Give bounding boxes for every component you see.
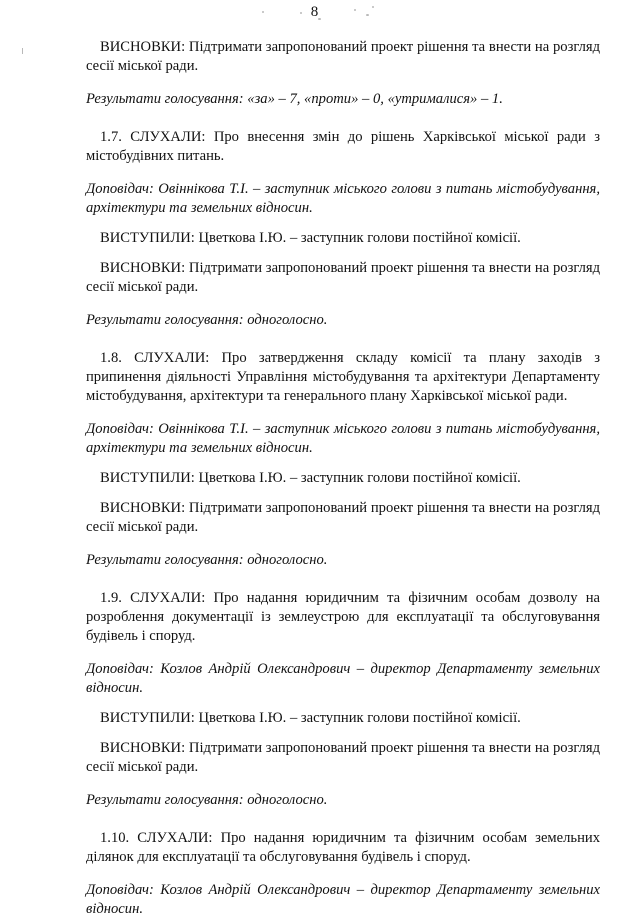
agenda-item-1-7: 1.7. СЛУХАЛИ: Про внесення змін до рішень Харківської міської ради з містобудівних питань.	[86, 129, 600, 164]
speakers-paragraph: ВИСТУПИЛИ: Цветкова І.Ю. – заступник голови постійної комісії.	[100, 710, 521, 726]
voting-results: Результати голосування: «за» – 7, «проти» – 0, «утрималися» – 1.	[86, 91, 503, 107]
conclusions-paragraph: ВИСНОВКИ: Підтримати запропонований проект рішення та внести на розгляд сесії міської ради.	[86, 740, 600, 775]
document-body	[86, 38, 600, 919]
speaker-paragraph: Доповідач: Козлов Андрій Олександрович – директор Департаменту земельних відносин.	[86, 661, 600, 696]
agenda-item-1-8: 1.8. СЛУХАЛИ: Про затвердження складу комісії та плану заходів з припинення діяльності Управління містобудування та архітектури Департаменту містобудування, архітектури та генерального плану Харківської міської ради.	[86, 350, 600, 404]
voting-results: Результати голосування: одноголосно.	[86, 552, 328, 568]
voting-results: Результати голосування: одноголосно.	[86, 792, 328, 808]
speakers-paragraph: ВИСТУПИЛИ: Цветкова І.Ю. – заступник голови постійної комісії.	[100, 230, 521, 246]
agenda-item-1-10: 1.10. СЛУХАЛИ: Про надання юридичним та фізичним особам земельних ділянок для експлуатації та обслуговування будівель і споруд.	[86, 830, 600, 865]
speaker-paragraph: Доповідач: Овіннікова Т.І. – заступник міського голови з питань містобудування, архітектури та земельних відносин.	[86, 181, 600, 216]
speaker-paragraph: Доповідач: Козлов Андрій Олександрович – директор Департаменту земельних відносин.	[86, 882, 600, 917]
speakers-paragraph: ВИСТУПИЛИ: Цветкова І.Ю. – заступник голови постійної комісії.	[100, 470, 521, 486]
speaker-paragraph: Доповідач: Овіннікова Т.І. – заступник міського голови з питань містобудування, архітектури та земельних відносин.	[86, 421, 600, 456]
agenda-item-1-9: 1.9. СЛУХАЛИ: Про надання юридичним та фізичним особам дозволу на розроблення документації із землеустрою для експлуатації та обслуговування будівель і споруд.	[86, 590, 600, 644]
conclusions-paragraph: ВИСНОВКИ: Підтримати запропонований проект рішення та внести на розгляд сесії міської ради.	[86, 260, 600, 295]
page-number: 8	[310, 4, 319, 20]
conclusions-paragraph: ВИСНОВКИ: Підтримати запропонований проект рішення та внести на розгляд сесії міської ради.	[86, 39, 600, 74]
scan-speck	[22, 48, 23, 54]
voting-results: Результати голосування: одноголосно.	[86, 312, 328, 328]
conclusions-paragraph: ВИСНОВКИ: Підтримати запропонований проект рішення та внести на розгляд сесії міської ради.	[86, 500, 600, 535]
